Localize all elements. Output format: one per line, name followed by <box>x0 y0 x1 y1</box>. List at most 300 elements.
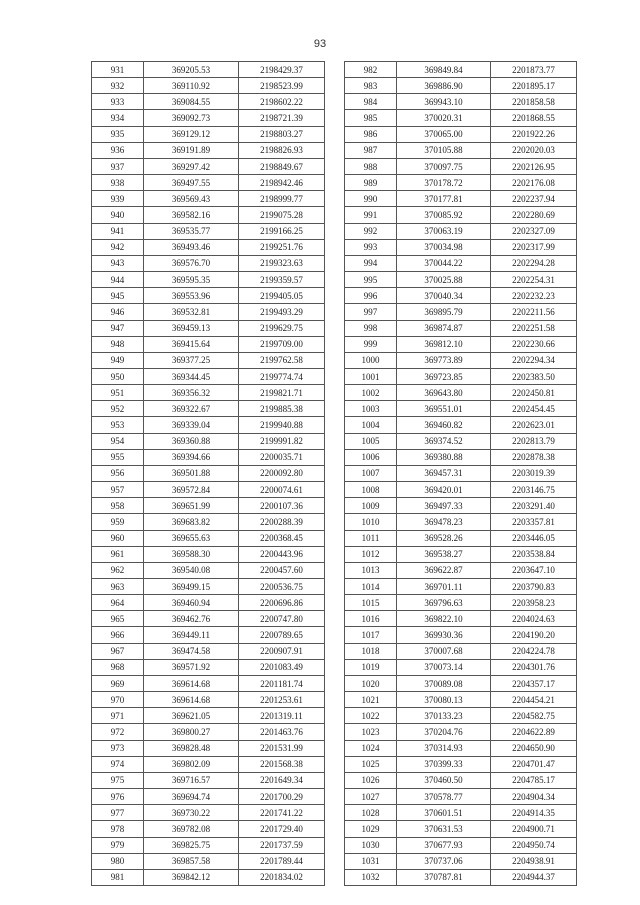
x-coordinate-cell: 369569.43 <box>144 191 239 207</box>
x-coordinate-cell: 369595.35 <box>144 272 239 288</box>
point-id-cell: 1024 <box>345 740 397 756</box>
point-id-cell: 978 <box>92 821 144 837</box>
table-row <box>92 805 325 821</box>
x-coordinate-cell: 369849.84 <box>397 62 491 78</box>
table-row <box>345 385 577 401</box>
table-row <box>92 579 325 595</box>
y-coordinate-cell: 2204024.63 <box>491 611 577 627</box>
table-row <box>92 869 325 885</box>
y-coordinate-cell: 2201649.34 <box>239 772 325 788</box>
point-id-cell: 957 <box>92 482 144 498</box>
x-coordinate-cell: 369822.10 <box>397 611 491 627</box>
table-row <box>92 772 325 788</box>
y-coordinate-cell: 2198999.77 <box>239 191 325 207</box>
y-coordinate-cell: 2204224.78 <box>491 643 577 659</box>
y-coordinate-cell: 2204900.71 <box>491 821 577 837</box>
y-coordinate-cell: 2199709.00 <box>239 336 325 352</box>
y-coordinate-cell: 2200457.60 <box>239 562 325 578</box>
table-row <box>345 837 577 853</box>
table-row <box>92 659 325 675</box>
table-row <box>345 675 577 691</box>
table-row <box>92 223 325 239</box>
table-row <box>345 708 577 724</box>
x-coordinate-cell: 369110.92 <box>144 78 239 94</box>
y-coordinate-cell: 2199251.76 <box>239 239 325 255</box>
y-coordinate-cell: 2204357.17 <box>491 675 577 691</box>
y-coordinate-cell: 2204944.37 <box>491 869 577 885</box>
table-row <box>92 740 325 756</box>
point-id-cell: 993 <box>345 239 397 255</box>
y-coordinate-cell: 2203538.84 <box>491 546 577 562</box>
table-row <box>92 530 325 546</box>
point-id-cell: 932 <box>92 78 144 94</box>
y-coordinate-cell: 2202232.23 <box>491 288 577 304</box>
point-id-cell: 952 <box>92 401 144 417</box>
y-coordinate-cell: 2202254.31 <box>491 272 577 288</box>
point-id-cell: 1010 <box>345 514 397 530</box>
table-row <box>92 352 325 368</box>
point-id-cell: 1019 <box>345 659 397 675</box>
table-row <box>345 336 577 352</box>
table-row <box>92 158 325 174</box>
table-row <box>345 352 577 368</box>
x-coordinate-cell: 369572.84 <box>144 482 239 498</box>
y-coordinate-cell: 2198429.37 <box>239 62 325 78</box>
table-row <box>345 579 577 595</box>
point-id-cell: 1005 <box>345 433 397 449</box>
x-coordinate-cell: 369322.67 <box>144 401 239 417</box>
y-coordinate-cell: 2203446.05 <box>491 530 577 546</box>
x-coordinate-cell: 370399.33 <box>397 756 491 772</box>
point-id-cell: 956 <box>92 465 144 481</box>
table-row <box>92 611 325 627</box>
x-coordinate-cell: 369540.08 <box>144 562 239 578</box>
point-id-cell: 1027 <box>345 789 397 805</box>
table-row <box>345 255 577 271</box>
point-id-cell: 1012 <box>345 546 397 562</box>
x-coordinate-cell: 369943.10 <box>397 94 491 110</box>
point-id-cell: 1001 <box>345 368 397 384</box>
x-coordinate-cell: 369651.99 <box>144 498 239 514</box>
point-id-cell: 962 <box>92 562 144 578</box>
point-id-cell: 1000 <box>345 352 397 368</box>
x-coordinate-cell: 369614.68 <box>144 692 239 708</box>
y-coordinate-cell: 2201700.29 <box>239 789 325 805</box>
table-row <box>345 595 577 611</box>
point-id-cell: 995 <box>345 272 397 288</box>
table-row <box>345 401 577 417</box>
table-row <box>345 659 577 675</box>
y-coordinate-cell: 2199762.58 <box>239 352 325 368</box>
y-coordinate-cell: 2204190.20 <box>491 627 577 643</box>
table-row <box>345 692 577 708</box>
y-coordinate-cell: 2199493.29 <box>239 304 325 320</box>
x-coordinate-cell: 370044.22 <box>397 255 491 271</box>
point-id-cell: 972 <box>92 724 144 740</box>
x-coordinate-cell: 369377.25 <box>144 352 239 368</box>
table-row <box>92 62 325 78</box>
y-coordinate-cell: 2200536.75 <box>239 579 325 595</box>
y-coordinate-cell: 2203647.10 <box>491 562 577 578</box>
x-coordinate-cell: 369460.82 <box>397 417 491 433</box>
y-coordinate-cell: 2201858.58 <box>491 94 577 110</box>
x-coordinate-cell: 369474.58 <box>144 643 239 659</box>
y-coordinate-cell: 2202623.01 <box>491 417 577 433</box>
table-row <box>92 401 325 417</box>
table-row <box>345 514 577 530</box>
y-coordinate-cell: 2202176.08 <box>491 175 577 191</box>
y-coordinate-cell: 2202251.58 <box>491 320 577 336</box>
table-row <box>92 498 325 514</box>
x-coordinate-cell: 369643.80 <box>397 385 491 401</box>
x-coordinate-cell: 369374.52 <box>397 433 491 449</box>
point-id-cell: 976 <box>92 789 144 805</box>
point-id-cell: 1032 <box>345 869 397 885</box>
y-coordinate-cell: 2204301.76 <box>491 659 577 675</box>
x-coordinate-cell: 369571.92 <box>144 659 239 675</box>
table-row <box>345 142 577 158</box>
y-coordinate-cell: 2199885.38 <box>239 401 325 417</box>
point-id-cell: 936 <box>92 142 144 158</box>
table-row <box>92 126 325 142</box>
y-coordinate-cell: 2201253.61 <box>239 692 325 708</box>
y-coordinate-cell: 2204701.47 <box>491 756 577 772</box>
point-id-cell: 951 <box>92 385 144 401</box>
x-coordinate-cell: 370034.98 <box>397 239 491 255</box>
table-row <box>92 175 325 191</box>
x-coordinate-cell: 370020.31 <box>397 110 491 126</box>
point-id-cell: 934 <box>92 110 144 126</box>
point-id-cell: 1003 <box>345 401 397 417</box>
x-coordinate-cell: 369462.76 <box>144 611 239 627</box>
point-id-cell: 965 <box>92 611 144 627</box>
point-id-cell: 994 <box>345 255 397 271</box>
x-coordinate-cell: 370080.13 <box>397 692 491 708</box>
table-row <box>345 368 577 384</box>
point-id-cell: 948 <box>92 336 144 352</box>
point-id-cell: 1017 <box>345 627 397 643</box>
y-coordinate-cell: 2202813.79 <box>491 433 577 449</box>
table-row <box>92 368 325 384</box>
table-row <box>345 853 577 869</box>
table-row <box>345 78 577 94</box>
x-coordinate-cell: 369535.77 <box>144 223 239 239</box>
point-id-cell: 945 <box>92 288 144 304</box>
y-coordinate-cell: 2201922.26 <box>491 126 577 142</box>
y-coordinate-cell: 2202280.69 <box>491 207 577 223</box>
x-coordinate-cell: 369344.45 <box>144 368 239 384</box>
point-id-cell: 1023 <box>345 724 397 740</box>
x-coordinate-cell: 369501.88 <box>144 465 239 481</box>
point-id-cell: 1015 <box>345 595 397 611</box>
point-id-cell: 1028 <box>345 805 397 821</box>
table-row <box>345 304 577 320</box>
x-coordinate-cell: 369191.89 <box>144 142 239 158</box>
x-coordinate-cell: 369092.73 <box>144 110 239 126</box>
table-row <box>92 853 325 869</box>
point-id-cell: 1030 <box>345 837 397 853</box>
y-coordinate-cell: 2204950.74 <box>491 837 577 853</box>
table-row <box>92 562 325 578</box>
y-coordinate-cell: 2199166.25 <box>239 223 325 239</box>
x-coordinate-cell: 369782.08 <box>144 821 239 837</box>
table-row <box>345 449 577 465</box>
y-coordinate-cell: 2201083.49 <box>239 659 325 675</box>
x-coordinate-cell: 369723.85 <box>397 368 491 384</box>
point-id-cell: 937 <box>92 158 144 174</box>
x-coordinate-cell: 370063.19 <box>397 223 491 239</box>
x-coordinate-cell: 370105.88 <box>397 142 491 158</box>
x-coordinate-cell: 370065.00 <box>397 126 491 142</box>
y-coordinate-cell: 2200035.71 <box>239 449 325 465</box>
point-id-cell: 1026 <box>345 772 397 788</box>
x-coordinate-cell: 369828.48 <box>144 740 239 756</box>
y-coordinate-cell: 2202454.45 <box>491 401 577 417</box>
x-coordinate-cell: 369683.82 <box>144 514 239 530</box>
point-id-cell: 996 <box>345 288 397 304</box>
point-id-cell: 985 <box>345 110 397 126</box>
x-coordinate-cell: 370085.92 <box>397 207 491 223</box>
point-id-cell: 980 <box>92 853 144 869</box>
point-id-cell: 943 <box>92 255 144 271</box>
table-row <box>345 482 577 498</box>
point-id-cell: 1018 <box>345 643 397 659</box>
table-row <box>345 756 577 772</box>
table-row <box>92 724 325 740</box>
y-coordinate-cell: 2200789.65 <box>239 627 325 643</box>
y-coordinate-cell: 2198602.22 <box>239 94 325 110</box>
x-coordinate-cell: 370460.50 <box>397 772 491 788</box>
y-coordinate-cell: 2204622.89 <box>491 724 577 740</box>
x-coordinate-cell: 369478.23 <box>397 514 491 530</box>
x-coordinate-cell: 370578.77 <box>397 789 491 805</box>
x-coordinate-cell: 369339.04 <box>144 417 239 433</box>
point-id-cell: 979 <box>92 837 144 853</box>
x-coordinate-cell: 370073.14 <box>397 659 491 675</box>
table-row <box>345 288 577 304</box>
point-id-cell: 933 <box>92 94 144 110</box>
point-id-cell: 977 <box>92 805 144 821</box>
x-coordinate-cell: 369449.11 <box>144 627 239 643</box>
table-row <box>345 498 577 514</box>
point-id-cell: 983 <box>345 78 397 94</box>
x-coordinate-cell: 370204.76 <box>397 724 491 740</box>
coordinate-table-right <box>344 61 577 886</box>
x-coordinate-cell: 369551.01 <box>397 401 491 417</box>
x-coordinate-cell: 369582.16 <box>144 207 239 223</box>
x-coordinate-cell: 369796.63 <box>397 595 491 611</box>
table-row <box>345 239 577 255</box>
point-id-cell: 963 <box>92 579 144 595</box>
point-id-cell: 958 <box>92 498 144 514</box>
point-id-cell: 968 <box>92 659 144 675</box>
point-id-cell: 1031 <box>345 853 397 869</box>
table-row <box>92 821 325 837</box>
y-coordinate-cell: 2202383.50 <box>491 368 577 384</box>
x-coordinate-cell: 369576.70 <box>144 255 239 271</box>
table-row <box>92 255 325 271</box>
table-row <box>92 142 325 158</box>
point-id-cell: 946 <box>92 304 144 320</box>
y-coordinate-cell: 2199629.75 <box>239 320 325 336</box>
x-coordinate-cell: 370314.93 <box>397 740 491 756</box>
point-id-cell: 990 <box>345 191 397 207</box>
point-id-cell: 959 <box>92 514 144 530</box>
point-id-cell: 944 <box>92 272 144 288</box>
point-id-cell: 1029 <box>345 821 397 837</box>
table-row <box>92 546 325 562</box>
x-coordinate-cell: 369129.12 <box>144 126 239 142</box>
y-coordinate-cell: 2199774.74 <box>239 368 325 384</box>
y-coordinate-cell: 2202020.03 <box>491 142 577 158</box>
point-id-cell: 935 <box>92 126 144 142</box>
point-id-cell: 950 <box>92 368 144 384</box>
point-id-cell: 981 <box>92 869 144 885</box>
table-row <box>92 191 325 207</box>
y-coordinate-cell: 2202230.66 <box>491 336 577 352</box>
point-id-cell: 1009 <box>345 498 397 514</box>
point-id-cell: 1004 <box>345 417 397 433</box>
x-coordinate-cell: 370040.34 <box>397 288 491 304</box>
table-row <box>345 62 577 78</box>
point-id-cell: 953 <box>92 417 144 433</box>
y-coordinate-cell: 2203357.81 <box>491 514 577 530</box>
table-row <box>345 740 577 756</box>
point-id-cell: 955 <box>92 449 144 465</box>
table-row <box>345 207 577 223</box>
point-id-cell: 986 <box>345 126 397 142</box>
x-coordinate-cell: 370177.81 <box>397 191 491 207</box>
x-coordinate-cell: 369621.05 <box>144 708 239 724</box>
table-row <box>345 530 577 546</box>
y-coordinate-cell: 2199359.57 <box>239 272 325 288</box>
x-coordinate-cell: 369655.63 <box>144 530 239 546</box>
y-coordinate-cell: 2203146.75 <box>491 482 577 498</box>
x-coordinate-cell: 370089.08 <box>397 675 491 691</box>
point-id-cell: 954 <box>92 433 144 449</box>
point-id-cell: 942 <box>92 239 144 255</box>
table-row <box>92 288 325 304</box>
point-id-cell: 967 <box>92 643 144 659</box>
x-coordinate-cell: 369930.36 <box>397 627 491 643</box>
x-coordinate-cell: 369380.88 <box>397 449 491 465</box>
y-coordinate-cell: 2202317.99 <box>491 239 577 255</box>
point-id-cell: 992 <box>345 223 397 239</box>
y-coordinate-cell: 2201463.76 <box>239 724 325 740</box>
table-row <box>345 611 577 627</box>
x-coordinate-cell: 369457.31 <box>397 465 491 481</box>
point-id-cell: 997 <box>345 304 397 320</box>
x-coordinate-cell: 369356.32 <box>144 385 239 401</box>
y-coordinate-cell: 2200074.61 <box>239 482 325 498</box>
y-coordinate-cell: 2203958.23 <box>491 595 577 611</box>
point-id-cell: 1025 <box>345 756 397 772</box>
table-row <box>92 433 325 449</box>
x-coordinate-cell: 369553.96 <box>144 288 239 304</box>
y-coordinate-cell: 2198849.67 <box>239 158 325 174</box>
table-row <box>92 465 325 481</box>
point-id-cell: 939 <box>92 191 144 207</box>
y-coordinate-cell: 2201729.40 <box>239 821 325 837</box>
table-row <box>345 320 577 336</box>
y-coordinate-cell: 2201895.17 <box>491 78 577 94</box>
x-coordinate-cell: 369895.79 <box>397 304 491 320</box>
x-coordinate-cell: 370601.51 <box>397 805 491 821</box>
y-coordinate-cell: 2199405.05 <box>239 288 325 304</box>
x-coordinate-cell: 369415.64 <box>144 336 239 352</box>
y-coordinate-cell: 2198826.93 <box>239 142 325 158</box>
x-coordinate-cell: 369614.68 <box>144 675 239 691</box>
point-id-cell: 1006 <box>345 449 397 465</box>
table-row <box>92 78 325 94</box>
point-id-cell: 991 <box>345 207 397 223</box>
table-row <box>92 417 325 433</box>
y-coordinate-cell: 2199323.63 <box>239 255 325 271</box>
table-row <box>345 272 577 288</box>
x-coordinate-cell: 369538.27 <box>397 546 491 562</box>
table-row <box>92 692 325 708</box>
x-coordinate-cell: 369825.75 <box>144 837 239 853</box>
y-coordinate-cell: 2199075.28 <box>239 207 325 223</box>
y-coordinate-cell: 2204914.35 <box>491 805 577 821</box>
y-coordinate-cell: 2203790.83 <box>491 579 577 595</box>
x-coordinate-cell: 370631.53 <box>397 821 491 837</box>
x-coordinate-cell: 369394.66 <box>144 449 239 465</box>
x-coordinate-cell: 369701.11 <box>397 579 491 595</box>
x-coordinate-cell: 369420.01 <box>397 482 491 498</box>
point-id-cell: 947 <box>92 320 144 336</box>
table-row <box>345 627 577 643</box>
x-coordinate-cell: 369842.12 <box>144 869 239 885</box>
y-coordinate-cell: 2198803.27 <box>239 126 325 142</box>
point-id-cell: 969 <box>92 675 144 691</box>
x-coordinate-cell: 369459.13 <box>144 320 239 336</box>
y-coordinate-cell: 2200907.91 <box>239 643 325 659</box>
y-coordinate-cell: 2200092.80 <box>239 465 325 481</box>
y-coordinate-cell: 2201531.99 <box>239 740 325 756</box>
x-coordinate-cell: 369812.10 <box>397 336 491 352</box>
x-coordinate-cell: 369886.90 <box>397 78 491 94</box>
x-coordinate-cell: 370025.88 <box>397 272 491 288</box>
y-coordinate-cell: 2201873.77 <box>491 62 577 78</box>
point-id-cell: 960 <box>92 530 144 546</box>
x-coordinate-cell: 369360.88 <box>144 433 239 449</box>
y-coordinate-cell: 2202126.95 <box>491 158 577 174</box>
point-id-cell: 1020 <box>345 675 397 691</box>
coordinate-table-left-body <box>92 62 325 886</box>
x-coordinate-cell: 369802.09 <box>144 756 239 772</box>
y-coordinate-cell: 2201319.11 <box>239 708 325 724</box>
table-row <box>92 514 325 530</box>
point-id-cell: 974 <box>92 756 144 772</box>
point-id-cell: 1014 <box>345 579 397 595</box>
page-number: 93 <box>313 38 327 50</box>
point-id-cell: 982 <box>345 62 397 78</box>
y-coordinate-cell: 2201568.38 <box>239 756 325 772</box>
x-coordinate-cell: 370007.68 <box>397 643 491 659</box>
x-coordinate-cell: 370787.81 <box>397 869 491 885</box>
table-row <box>345 158 577 174</box>
table-row <box>92 239 325 255</box>
y-coordinate-cell: 2203019.39 <box>491 465 577 481</box>
y-coordinate-cell: 2200288.39 <box>239 514 325 530</box>
point-id-cell: 949 <box>92 352 144 368</box>
y-coordinate-cell: 2204938.91 <box>491 853 577 869</box>
table-row <box>345 126 577 142</box>
table-row <box>345 789 577 805</box>
y-coordinate-cell: 2202237.94 <box>491 191 577 207</box>
table-row <box>345 562 577 578</box>
